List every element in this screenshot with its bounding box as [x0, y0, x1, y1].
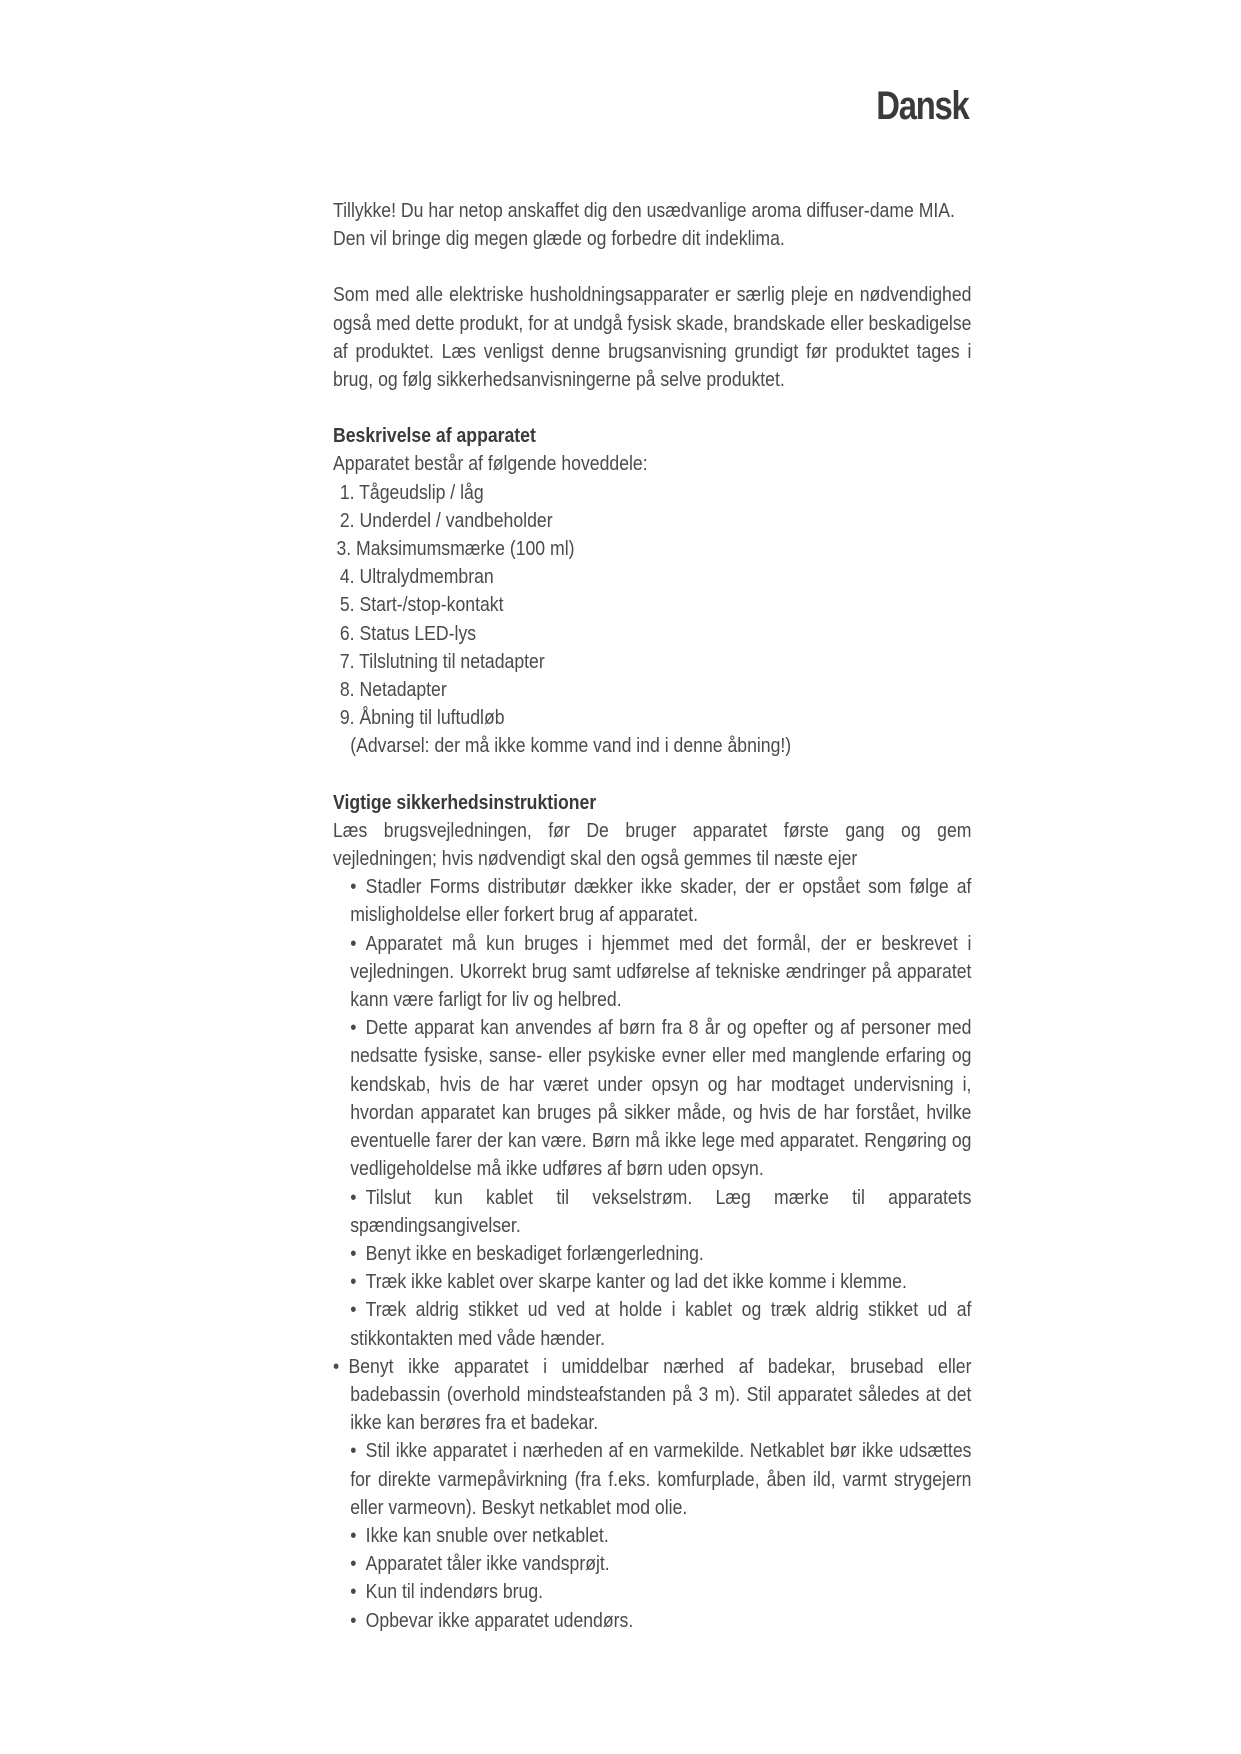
- bullet-icon: •: [350, 1439, 357, 1463]
- safety-item: • Dette apparat kan anvendes af børn fra 8 år og opefter og af personer med nedsatte fysiske, sanse- eller psykiske evner eller med manglende erfaring og kendskab, hvis de har været under opsyn og har modtaget undervisning i, hvordan apparatet kan bruges på sikker måde, og hvis de har forstået, hvilke eventuelle farer der kan være. Børn må ikke lege med apparatet. Rengøring og vedligeholdelse må ikke udføres af børn uden opsyn.: [350, 1016, 972, 1181]
- bullet-icon: •: [350, 1523, 357, 1547]
- bullet-icon: •: [350, 1580, 357, 1604]
- bullet-icon: •: [350, 1241, 357, 1265]
- safety-item: • Apparatet må kun bruges i hjemmet med det formål, der er beskrevet i vejledningen. Ukorrekt brug samt udførelse af tekniske ændringer på apparatet kann være farligt for liv og helbred.: [350, 931, 972, 1012]
- part-warning: (Advarsel: der må ikke komme vand ind i denne åbning!): [350, 734, 792, 758]
- bullet-icon: •: [333, 1354, 340, 1378]
- safety-item: • Tilslut kun kablet til vekselstrøm. Læg mærke til apparatets spændingsangivelser.: [350, 1185, 972, 1237]
- bullet-icon: •: [350, 1270, 357, 1294]
- safety-item: • Benyt ikke apparatet i umiddelbar nærhed af badekar, brusebad eller badebassin (overhold mindsteafstanden på 3 m). Stil apparatet således at det ikke kan berøres fra et badekar.: [333, 1354, 972, 1435]
- safety-item: • Stil ikke apparatet i nærheden af en varmekilde. Netkablet bør ikke udsættes for direkte varmepåvirkning (fra f.eks. komfurplade, åben ild, varmt strygejern eller varmeovn). Beskyt netkablet mod olie.: [350, 1439, 972, 1519]
- bullet-icon: •: [350, 1608, 357, 1632]
- part-item: 3. Maksimumsmærke (100 ml): [336, 537, 575, 561]
- text-column: [333, 197, 971, 1635]
- manual-content: [333, 197, 973, 1635]
- parts-list: [333, 479, 971, 733]
- safety-item: • Benyt ikke en beskadiget forlængerledning.: [333, 1240, 971, 1268]
- description-heading: Beskrivelse af apparatet: [333, 424, 536, 448]
- bullet-icon: •: [350, 875, 357, 899]
- part-item: 8. Netadapter: [339, 678, 447, 702]
- safety-heading: Vigtige sikkerhedsinstruktioner: [333, 790, 597, 814]
- part-item: 2. Underdel / vandbeholder: [339, 508, 553, 532]
- part-item: 5. Start-/stop-kontakt: [339, 593, 504, 617]
- bullet-icon: •: [350, 1298, 357, 1322]
- safety-item: • Opbevar ikke apparatet udendørs.: [333, 1607, 971, 1635]
- part-item: 1. Tågeudslip / låg: [339, 480, 484, 504]
- part-item: 9. Åbning til luftudløb: [339, 706, 505, 730]
- bullet-icon: •: [350, 931, 357, 955]
- description-lead: Apparatet består af følgende hoveddele:: [333, 452, 648, 476]
- safety-item: • Stadler Forms distributør dækker ikke skader, der er opstået som følge af misligholdelse eller forkert brug af apparatet.: [350, 875, 972, 927]
- safety-item: • Træk ikke kablet over skarpe kanter og lad det ikke komme i klemme.: [333, 1268, 971, 1296]
- bullet-icon: •: [350, 1016, 357, 1040]
- part-item: 6. Status LED-lys: [339, 621, 477, 645]
- bullet-icon: •: [350, 1185, 357, 1209]
- language-title: Dansk: [876, 84, 969, 128]
- safety-item: • Apparatet tåler ikke vandsprøjt.: [333, 1550, 971, 1578]
- safety-item: • Træk aldrig stikket ud ved at holde i kablet og træk aldrig stikket ud af stikkontakten med våde hænder.: [350, 1298, 972, 1350]
- safety-list: [333, 873, 971, 1634]
- bullet-icon: •: [350, 1552, 357, 1576]
- intro-paragraph-2: Som med alle elektriske husholdningsapparater er særlig pleje en nødvendighed også med dette produkt, for at undgå fysisk skade, brandskade eller beskadigelse af produktet. Læs venligst denne brugsanvisning grundigt før produktet tages i brug, og følg sikkerhedsanvisningerne på selve produktet.: [333, 283, 972, 392]
- part-item: 7. Tilslutning til netadapter: [339, 649, 545, 673]
- safety-item: • Ikke kan snuble over netkablet.: [333, 1522, 971, 1550]
- safety-item: • Kun til indendørs brug.: [333, 1578, 971, 1606]
- intro-paragraph-1: Tillykke! Du har netop anskaffet dig den usædvanlige aroma diffuser-dame MIA. Den vil bringe dig megen glæde og forbedre dit indeklima.: [333, 199, 955, 251]
- part-item: 4. Ultralydmembran: [339, 565, 494, 589]
- safety-lead: Læs brugsvejledningen, før De bruger apparatet første gang og gem vejledningen; hvis nødvendigt skal den også gemmes til næste ejer: [333, 818, 972, 871]
